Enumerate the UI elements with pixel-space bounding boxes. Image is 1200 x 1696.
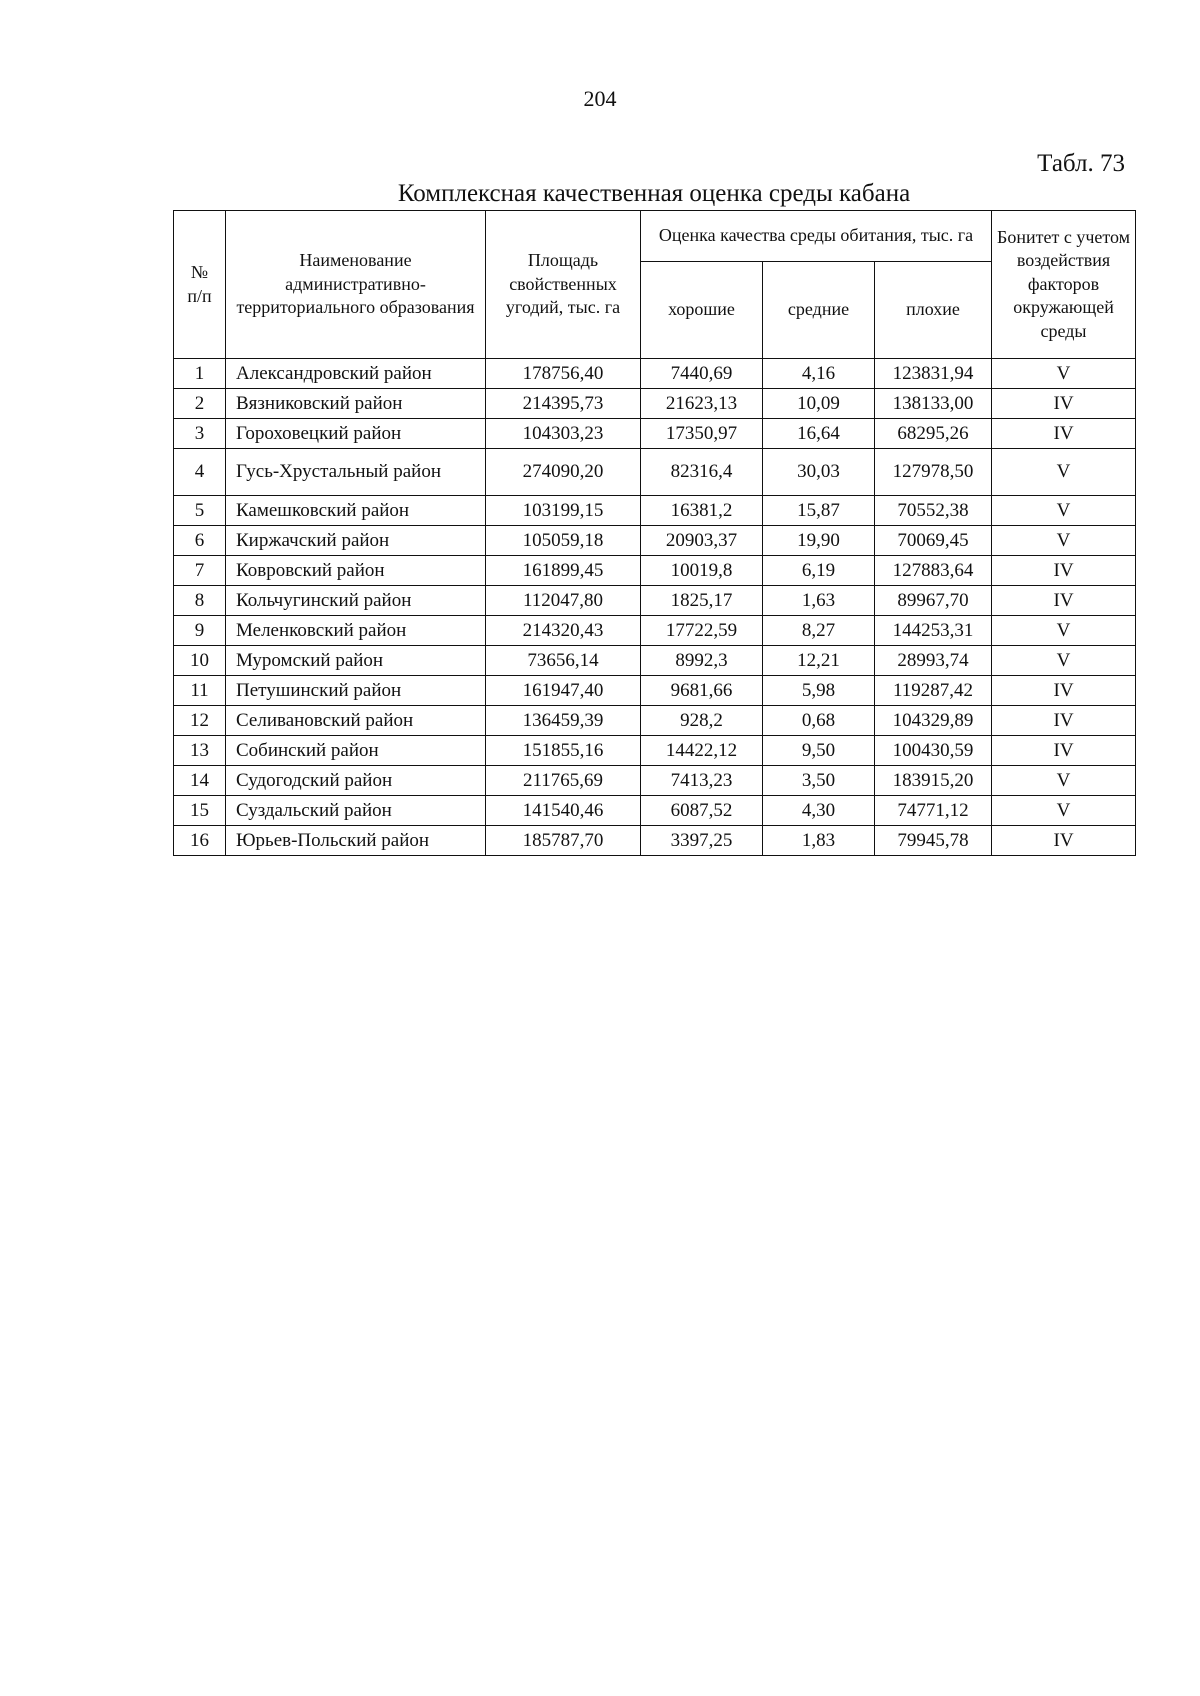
habitat-assessment-table [173,210,1136,856]
cell-bad: 79945,78 [875,826,992,856]
cell-bonitet: V [992,449,1136,496]
cell-name: Ковровский район [226,556,486,586]
cell-bad: 68295,26 [875,419,992,449]
cell-area: 151855,16 [486,736,641,766]
cell-good: 20903,37 [641,526,763,556]
cell-area: 103199,15 [486,496,641,526]
cell-name: Юрьев-Польский район [226,826,486,856]
cell-bonitet: V [992,359,1136,389]
cell-num: 15 [174,796,226,826]
cell-area: 178756,40 [486,359,641,389]
cell-name: Киржачский район [226,526,486,556]
table-row [174,706,1136,736]
cell-bonitet: V [992,796,1136,826]
cell-bonitet: IV [992,586,1136,616]
cell-num: 5 [174,496,226,526]
header-bonitet: Бонитет с учетом воздействия факторов окружающей среды [992,211,1136,359]
cell-area: 185787,70 [486,826,641,856]
header-num-pp: п/п [187,285,212,306]
cell-bonitet: IV [992,676,1136,706]
cell-name: Гусь-Хрустальный район [226,449,486,496]
cell-bad: 138133,00 [875,389,992,419]
cell-num: 16 [174,826,226,856]
cell-medium: 8,27 [763,616,875,646]
cell-area: 214320,43 [486,616,641,646]
header-medium: средние [763,262,875,359]
cell-medium: 9,50 [763,736,875,766]
cell-medium: 15,87 [763,496,875,526]
cell-area: 214395,73 [486,389,641,419]
cell-bonitet: V [992,766,1136,796]
cell-num: 3 [174,419,226,449]
cell-bad: 104329,89 [875,706,992,736]
cell-medium: 6,19 [763,556,875,586]
cell-good: 7413,23 [641,766,763,796]
cell-num: 7 [174,556,226,586]
header-area: Площадь свойственных угодий, тыс. га [486,211,641,359]
cell-good: 9681,66 [641,676,763,706]
table-row [174,766,1136,796]
cell-bonitet: IV [992,736,1136,766]
table-row [174,736,1136,766]
cell-medium: 4,16 [763,359,875,389]
cell-name: Селивановский район [226,706,486,736]
cell-area: 136459,39 [486,706,641,736]
table-row [174,556,1136,586]
cell-bonitet: IV [992,826,1136,856]
cell-bad: 70552,38 [875,496,992,526]
cell-medium: 4,30 [763,796,875,826]
cell-name: Меленковский район [226,616,486,646]
header-quality-group: Оценка качества среды обитания, тыс. га [641,211,992,262]
cell-name: Судогодский район [226,766,486,796]
cell-bad: 183915,20 [875,766,992,796]
header-name: Наименование административно-территориального образования [226,211,486,359]
cell-bonitet: IV [992,419,1136,449]
cell-area: 112047,80 [486,586,641,616]
cell-area: 105059,18 [486,526,641,556]
cell-name: Петушинский район [226,676,486,706]
table-row [174,646,1136,676]
cell-name: Александровский район [226,359,486,389]
cell-good: 8992,3 [641,646,763,676]
cell-bonitet: IV [992,389,1136,419]
table-row [174,616,1136,646]
cell-medium: 16,64 [763,419,875,449]
header-bad: плохие [875,262,992,359]
table-row [174,449,1136,496]
cell-good: 82316,4 [641,449,763,496]
cell-name: Кольчугинский район [226,586,486,616]
header-num [174,211,226,359]
cell-num: 2 [174,389,226,419]
cell-num: 1 [174,359,226,389]
cell-area: 211765,69 [486,766,641,796]
cell-bonitet: V [992,496,1136,526]
cell-bad: 100430,59 [875,736,992,766]
table-label: Табл. 73 [1037,150,1125,177]
cell-name: Вязниковский район [226,389,486,419]
cell-medium: 5,98 [763,676,875,706]
table-row [174,359,1136,389]
table-row [174,526,1136,556]
cell-good: 10019,8 [641,556,763,586]
table-row [174,796,1136,826]
cell-medium: 19,90 [763,526,875,556]
header-good: хорошие [641,262,763,359]
cell-area: 141540,46 [486,796,641,826]
cell-bonitet: IV [992,556,1136,586]
cell-medium: 1,63 [763,586,875,616]
cell-bad: 123831,94 [875,359,992,389]
cell-name: Гороховецкий район [226,419,486,449]
table-row [174,389,1136,419]
cell-medium: 30,03 [763,449,875,496]
table-body [174,359,1136,856]
cell-good: 17722,59 [641,616,763,646]
cell-bad: 127883,64 [875,556,992,586]
cell-num: 13 [174,736,226,766]
cell-good: 17350,97 [641,419,763,449]
cell-bad: 89967,70 [875,586,992,616]
cell-bad: 70069,45 [875,526,992,556]
cell-num: 8 [174,586,226,616]
cell-medium: 10,09 [763,389,875,419]
cell-bonitet: V [992,646,1136,676]
cell-good: 3397,25 [641,826,763,856]
cell-bad: 127978,50 [875,449,992,496]
cell-name: Собинский район [226,736,486,766]
table-row [174,826,1136,856]
table-row [174,676,1136,706]
table-row [174,419,1136,449]
cell-bonitet: V [992,526,1136,556]
table-row [174,586,1136,616]
cell-num: 11 [174,676,226,706]
cell-num: 12 [174,706,226,736]
cell-area: 161899,45 [486,556,641,586]
cell-good: 16381,2 [641,496,763,526]
cell-bad: 119287,42 [875,676,992,706]
table-title: Комплексная качественная оценка среды кабана [397,180,911,207]
cell-medium: 0,68 [763,706,875,736]
cell-bad: 144253,31 [875,616,992,646]
cell-good: 7440,69 [641,359,763,389]
cell-medium: 12,21 [763,646,875,676]
cell-good: 6087,52 [641,796,763,826]
cell-num: 4 [174,449,226,496]
cell-good: 14422,12 [641,736,763,766]
cell-area: 274090,20 [486,449,641,496]
cell-area: 104303,23 [486,419,641,449]
cell-name: Муромский район [226,646,486,676]
cell-name: Суздальский район [226,796,486,826]
cell-area: 73656,14 [486,646,641,676]
cell-area: 161947,40 [486,676,641,706]
cell-num: 14 [174,766,226,796]
cell-good: 1825,17 [641,586,763,616]
table-row [174,496,1136,526]
cell-num: 9 [174,616,226,646]
page-number: 204 [583,86,617,111]
cell-good: 928,2 [641,706,763,736]
cell-num: 6 [174,526,226,556]
header-num-sign: № [190,262,209,283]
cell-bad: 28993,74 [875,646,992,676]
cell-num: 10 [174,646,226,676]
cell-medium: 3,50 [763,766,875,796]
cell-bonitet: V [992,616,1136,646]
cell-good: 21623,13 [641,389,763,419]
cell-bad: 74771,12 [875,796,992,826]
cell-bonitet: IV [992,706,1136,736]
cell-medium: 1,83 [763,826,875,856]
cell-name: Камешковский район [226,496,486,526]
